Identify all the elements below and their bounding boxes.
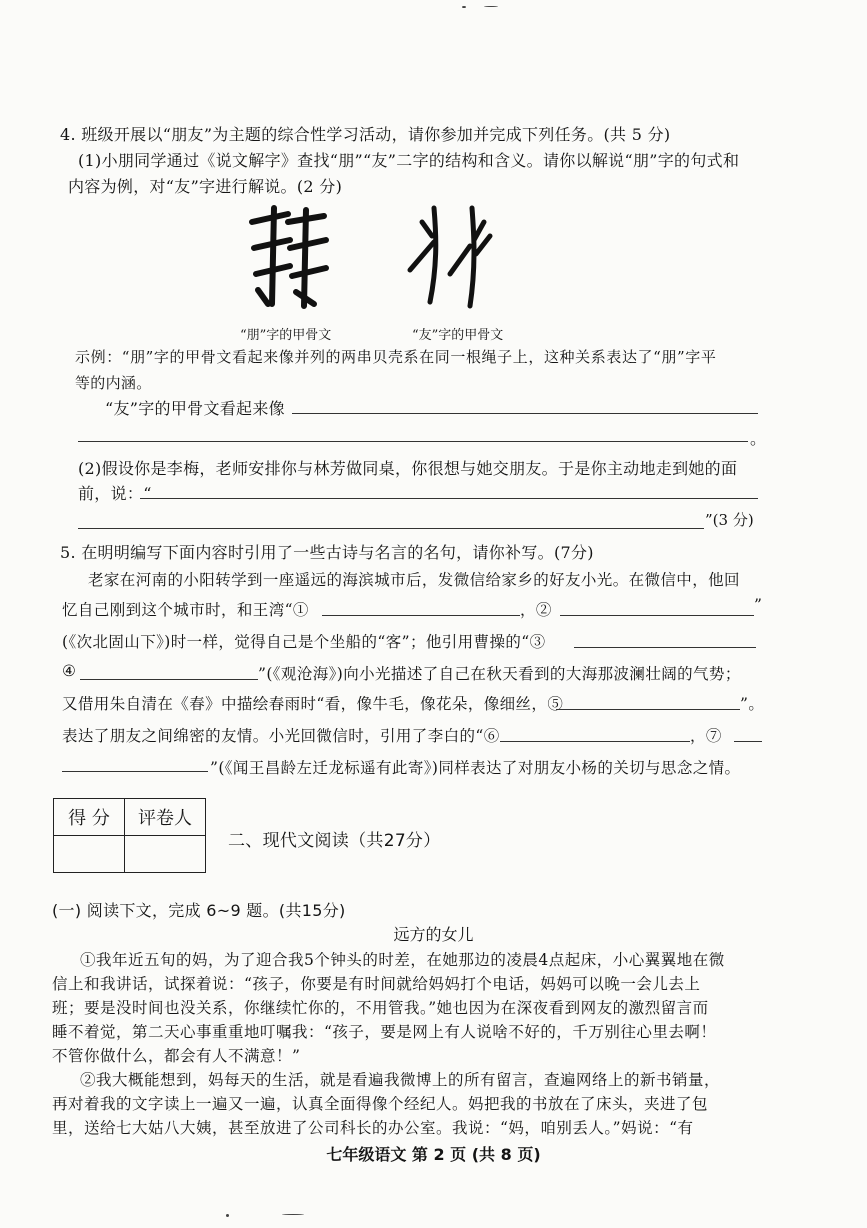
article-p1-line2: 信上和我讲话，试探着说：“孩子，你要是有时间就给妈妈打个电话，妈妈可以晚一会儿去上 [52,975,701,993]
reading-1-heading: (一) 阅读下文，完成 6~9 题。(共15分) [52,901,346,920]
blank-2[interactable] [560,614,754,616]
page-footer: 七年级语文 第 2 页 (共 8 页) [326,1145,541,1164]
you-fill-prompt: “友”字的甲骨文看起来像 [105,399,285,418]
q5-line-1: 老家在河南的小阳转学到一座遥远的海滨城市后，发微信给家乡的好友小光。在微信中，他回 [88,571,740,589]
section-2-heading: 二、现代文阅读（共27分） [228,831,441,851]
article-p2-line2: 再对着我的文字读上一遍又一遍，认真全面得像个经纪人。妈把我的书放在了床头，夹进了包 [52,1095,709,1113]
answer-line[interactable] [78,440,748,442]
q5-line-3a: (《次北固山下》)时一样，觉得自己是个坐船的“客”；他引用曹操的“③ [62,633,546,651]
article-p1-line1: ①我年近五旬的妈，为了迎合我5个钟头的时差，在她那边的凌晨4点起床，小心翼翼地在微 [80,951,725,969]
article-p2-line1: ②我大概能想到，妈每天的生活，就是看遍我微博上的所有留言，查遍网络上的新书销量， [80,1071,721,1089]
q5-line-6a: 表达了朋友之间绵密的友情。小光回微信时，引用了李白的“⑥ [62,727,500,745]
article-p1-line4: 睡不着觉，第二天心事重重地叮嘱我：“孩子，要是网上有人说啥不好的，千万别往心里去啊！ [52,1023,717,1041]
scan-speck [484,6,498,7]
article-title: 远方的女儿 [393,925,474,944]
score-cell[interactable] [54,836,125,873]
q5-line-4b: ”(《观沧海》)向小光描述了自己在秋天看到的大海那波澜壮阔的气势； [258,665,741,683]
blank-7[interactable] [734,740,762,742]
example-line-1: 示例：“朋”字的甲骨文看起来像并列的两串贝壳系在同一根绳子上，这种关系表达了“朋”字平 [75,348,717,366]
answer-line[interactable] [140,497,758,499]
q5-line-5b: ”。 [740,695,765,713]
scan-speck [462,6,466,8]
blank-4[interactable] [80,678,258,680]
blank-3[interactable] [574,646,756,648]
question-4-part2-score: ”(3 分) [705,511,754,529]
question-4-part1-line2: 内容为例，对“友”字进行解说。(2 分) [68,177,343,196]
peng-glyph-caption: “朋”字的甲骨文 [240,328,332,343]
scan-speck [226,1214,229,1217]
grader-cell[interactable] [125,836,206,873]
period-mark: 。 [750,429,767,448]
question-4-part2-line2: 前，说：“ [78,484,152,503]
blank-1[interactable] [322,614,520,616]
q5-line-6b: ，⑦ [690,727,722,745]
blank-7-cont[interactable] [62,770,208,772]
question-4-heading: 4. 班级开展以“朋友”为主题的综合性学习活动，请你参加并完成下列任务。(共 5 分) [60,125,671,144]
article-p2-line3: 里，送给七大姑八大姨，甚至放进了公司科长的办公室。我说：“妈，咱别丢人。”妈说：“有 [52,1119,694,1137]
q5-line-2c: ” [754,596,763,614]
example-line-2: 等的内涵。 [75,374,152,392]
question-4-part2-line1: (2)假设你是李梅，老师安排你与林芳做同桌，你很想与她交朋友。于是你主动地走到她的面 [78,459,738,478]
article-p1-line3: 班；要是没时间也没关系，你继续忙你的，不用管我。”她也因为在深夜看到网友的激烈留言而 [52,999,709,1017]
q5-line-2b: ，② [520,601,552,619]
oracle-bone-peng-glyph [244,200,334,312]
oracle-bone-you-glyph [404,202,496,312]
answer-line[interactable] [78,527,704,529]
scan-speck [282,1214,304,1215]
q5-line-5a: 又借用朱自清在《春》中描绘春雨时“看，像牛毛，像花朵，像细丝，⑤ [62,695,564,713]
q5-line-2a: 忆自己刚到这个城市时，和王湾“① [62,601,309,619]
score-box [53,798,206,873]
blank-5[interactable] [556,708,740,710]
q5-line-4a: ④ [62,662,77,680]
you-glyph-caption: “友”字的甲骨文 [412,328,504,343]
score-label: 得 分 [54,799,125,836]
q5-line-7b: ”(《闻王昌龄左迁龙标遥有此寄》)同样表达了对朋友小杨的关切与思念之情。 [210,759,741,777]
article-p1-line5: 不管你做什么，都会有人不满意！” [52,1047,301,1065]
grader-label: 评卷人 [125,799,206,836]
blank-6[interactable] [500,740,690,742]
question-5-heading: 5. 在明明编写下面内容时引用了一些古诗与名言的名句，请你补写。(7分) [60,543,594,562]
question-4-part1-line1: (1)小朋同学通过《说文解字》查找“朋”“友”二字的结构和含义。请你以解说“朋”字的句式和 [78,151,740,170]
answer-line[interactable] [292,412,758,414]
